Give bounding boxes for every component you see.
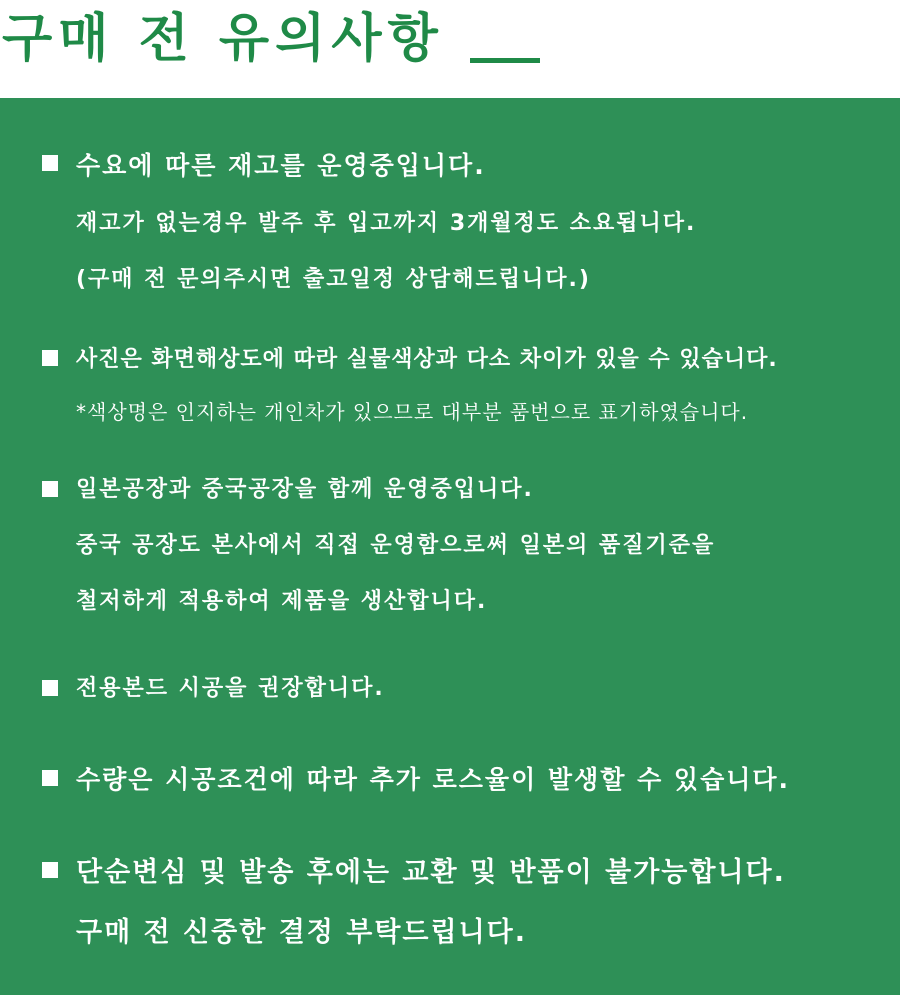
notice-loss-line1: 수량은 시공조건에 따라 추가 로스율이 발생할 수 있습니다. <box>76 765 791 794</box>
notice-photo-line1: 사진은 화면해상도에 따라 실물색상과 다소 차이가 있을 수 있습니다. <box>76 347 778 372</box>
page-title: 구매 전 유의사항 <box>2 9 444 69</box>
bullet-square-icon <box>42 680 58 696</box>
notice-factory-line3: 철저하게 적용하여 제품을 생산합니다. <box>76 589 488 614</box>
bullet-square-icon <box>42 481 58 497</box>
notice-bond-line1: 전용본드 시공을 권장합니다. <box>76 676 385 701</box>
notice-refund-line1: 단순변심 및 발송 후에는 교환 및 반품이 불가능합니다. <box>76 857 786 888</box>
notice-stock-line3: (구매 전 문의주시면 출고일정 상담해드립니다.) <box>76 267 591 292</box>
header <box>0 0 900 98</box>
title-underline <box>470 58 540 63</box>
notice-factory-line1: 일본공장과 중국공장을 함께 운영중입니다. <box>76 477 534 502</box>
notice-factory-line2: 중국 공장도 본사에서 직접 운영함으로써 일본의 품질기준을 <box>76 533 716 558</box>
notice-photo-line2: *색상명은 인지하는 개인차가 있으므로 대부분 품번으로 표기하였습니다. <box>76 400 749 424</box>
bullet-square-icon <box>42 350 58 366</box>
notice-refund-line2: 구매 전 신중한 결정 부탁드립니다. <box>76 917 528 948</box>
bullet-square-icon <box>42 155 58 171</box>
bullet-square-icon <box>42 770 58 786</box>
notice-stock-line1: 수요에 따른 재고를 운영중입니다. <box>76 151 486 180</box>
bullet-square-icon <box>42 862 58 878</box>
notice-stock-line2: 재고가 없는경우 발주 후 입고까지 3개월정도 소요됩니다. <box>76 211 697 236</box>
